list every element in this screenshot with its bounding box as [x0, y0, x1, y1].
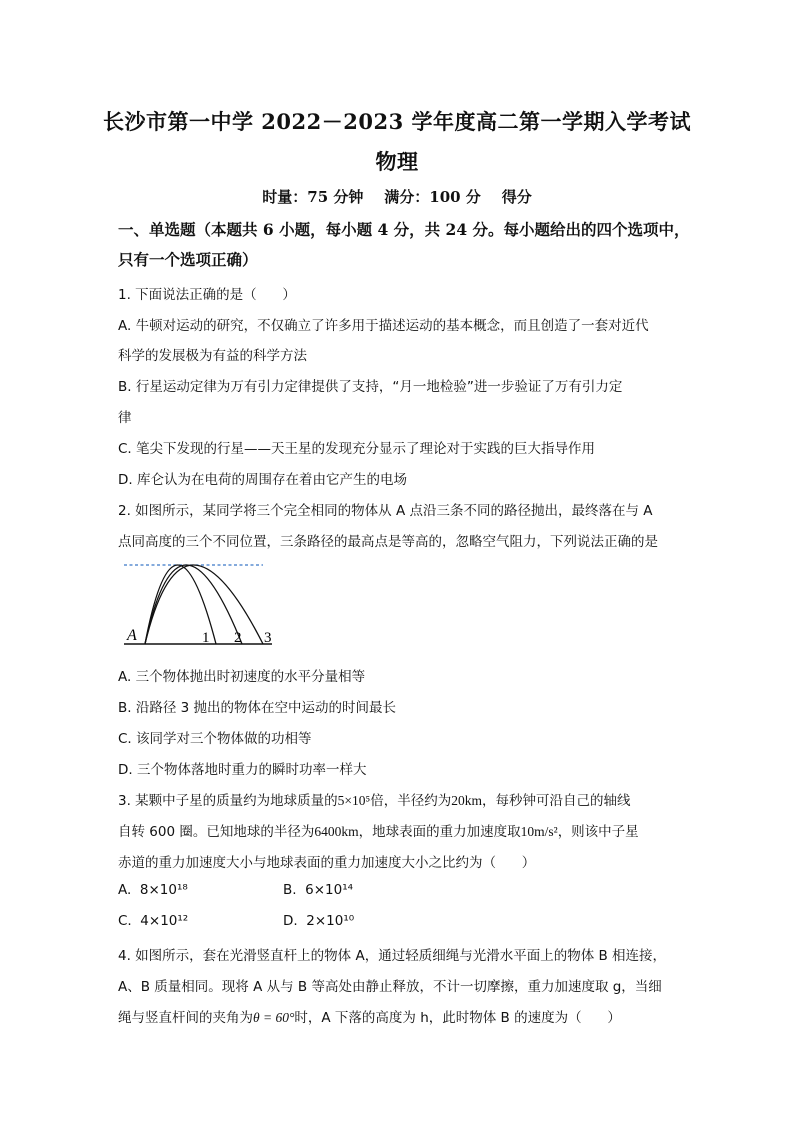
trajectory-path-2: [145, 565, 242, 644]
q3-option-a: A. 8×10¹⁸: [118, 882, 188, 898]
q3-option-b: B. 6×10¹⁴: [283, 882, 354, 898]
q1-option-a-line2: 科学的发展极为有益的科学方法: [118, 348, 307, 364]
exam-title: 长沙市第一中学 2022－2023 学年度高二第一学期入学考试: [102, 109, 691, 134]
path-1-label: 1: [202, 630, 210, 646]
q2-stem-line1: 2. 如图所示，某同学将三个完全相同的物体从 A 点沿三条不同的路径抛出，最终落在与 A: [118, 503, 653, 519]
q2-option-d: D. 三个物体落地时重力的瞬时功率一样大: [118, 762, 367, 778]
q3-text: ，地球表面的重力加速度取: [358, 824, 521, 840]
q3-text: ，则该中子星: [557, 824, 639, 840]
path-3-label: 3: [264, 630, 272, 646]
q3-text: 自转 600 圈。已知地球的半径为: [118, 824, 315, 840]
point-a-label: A: [127, 627, 137, 644]
trajectory-figure: [118, 560, 284, 650]
q3-option-d: D. 2×10¹⁰: [283, 913, 355, 929]
path-2-label: 2: [234, 630, 242, 646]
q1-stem: 1. 下面说法正确的是（ ）: [118, 287, 296, 303]
q1-option-d: D. 库仑认为在电荷的周围存在着由它产生的电场: [118, 472, 407, 488]
q4-text: 时，A 下落的高度为 h，此时物体 B 的速度为（ ）: [294, 1010, 621, 1026]
section-heading-line1: 一、单选题（本题共 6 小题，每小题 4 分，共 24 分。每小题给出的四个选项中，: [118, 220, 690, 239]
q3-stem-line1: [118, 789, 631, 809]
q3-text: 3. 某颗中子星的质量约为地球质量的: [118, 793, 338, 809]
q4-stem-line3: [118, 1006, 621, 1026]
q4-stem-line1: 4. 如图所示，套在光滑竖直杆上的物体 A，通过轻质细绳与光滑水平面上的物体 B 相连接，: [118, 948, 667, 964]
q4-angle: θ = 60°: [253, 1010, 295, 1025]
q1-option-c: C. 笔尖下发现的行星——天王星的发现充分显示了理论对于实践的巨大指导作用: [118, 441, 596, 457]
q3-earth-radius: 6400km: [314, 824, 359, 839]
exam-meta: 时量：75 分钟 满分：100 分 得分: [262, 188, 532, 206]
q2-option-c: C. 该同学对三个物体做的功相等: [118, 731, 312, 747]
q3-mass-ratio: 5×10⁵: [337, 793, 371, 808]
q2-option-b: B. 沿路径 3 抛出的物体在空中运动的时间最长: [118, 700, 397, 716]
q2-stem-line2: 点同高度的三个不同位置，三条路径的最高点是等高的，忽略空气阻力，下列说法正确的是: [118, 534, 658, 550]
q3-stem-line3: 赤道的重力加速度大小与地球表面的重力加速度大小之比约为（ ）: [118, 855, 536, 871]
q3-radius: 20km: [451, 793, 483, 808]
q3-stem-line2: [118, 820, 639, 840]
q1-option-b-line2: 律: [118, 410, 132, 426]
q3-option-c: C. 4×10¹²: [118, 913, 189, 929]
q3-text: ，每秒钟可沿自己的轴线: [482, 793, 631, 809]
q4-text: 绳与竖直杆间的夹角为: [118, 1010, 253, 1026]
q4-stem-line2: A、B 质量相同。现将 A 从与 B 等高处由静止释放，不计一切摩擦，重力加速度取 g，当细: [118, 979, 662, 995]
q3-gravity: 10m/s²: [520, 824, 558, 839]
q2-option-a: A. 三个物体抛出时初速度的水平分量相等: [118, 669, 366, 685]
q3-text: 倍，半径约为: [370, 793, 452, 809]
subject-title: 物理: [375, 149, 419, 174]
section-heading-line2: 只有一个选项正确）: [118, 250, 258, 269]
q1-option-a-line1: A. 牛顿对运动的研究，不仅确立了许多用于描述运动的基本概念，而且创造了一套对近代: [118, 318, 649, 334]
q1-option-b-line1: B. 行星运动定律为万有引力定律提供了支持，“月一地检验”进一步验证了万有引力定: [118, 379, 623, 395]
